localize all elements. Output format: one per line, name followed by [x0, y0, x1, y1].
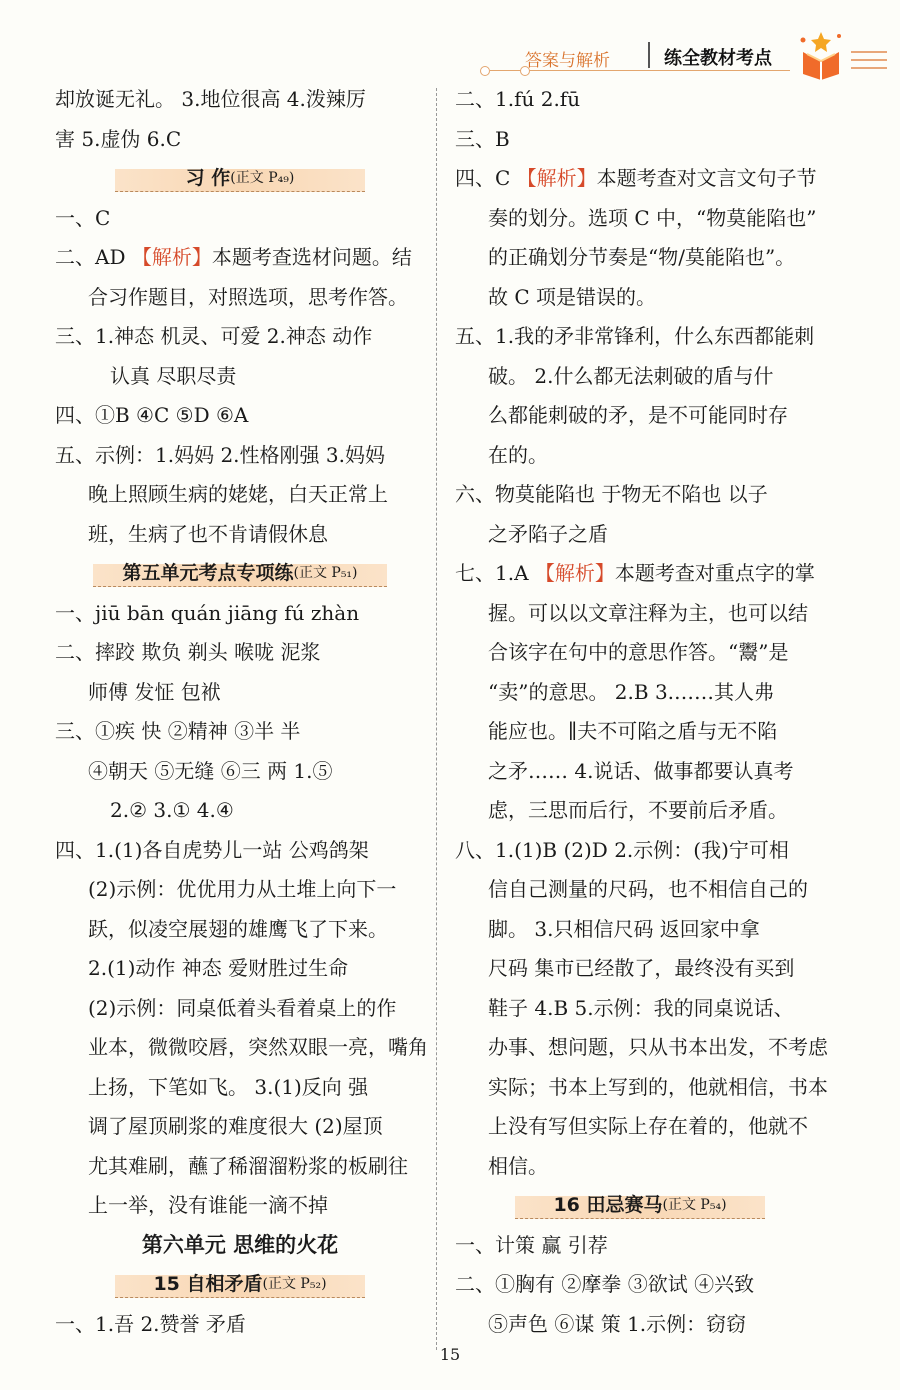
section-ref: (正文 P₅₂)	[262, 1276, 327, 1292]
right-column	[455, 80, 828, 1344]
answer-line: 2.② 3.① 4.④	[110, 798, 234, 822]
section-heading-lesson15	[55, 1265, 425, 1305]
answer-line: 三、B	[455, 126, 510, 151]
answer-line: 认真 尽职尽责	[110, 363, 237, 388]
answer-line: 跃，似凌空展翅的雄鹰飞了下来。	[88, 916, 388, 941]
answer-line: 晚上照顾生病的姥姥，白天正常上	[88, 482, 388, 506]
answer-line: 破。 2.什么都无法刺破的盾与什	[488, 363, 774, 388]
answer-line: 故 C 项是错误的。	[488, 284, 657, 309]
answer-line: 之矛陷子之盾	[488, 521, 608, 546]
answer-line: 四、1.(1)各自虎势儿一站 公鸡鸽架	[55, 837, 369, 862]
answer-line: (2)示例：优优用力从土堆上向下一	[88, 877, 397, 901]
answer-line: ⑤声色 ⑥谋 策 1.示例：窃窃	[488, 1311, 747, 1336]
answer-line: 四、①B ④C ⑤D ⑥A	[55, 403, 249, 427]
section-title: 16 田忌赛马	[553, 1194, 663, 1216]
answer-line	[55, 238, 425, 278]
answer-line: 班，生病了也不肯请假休息	[88, 521, 328, 546]
answer-line: 五、1.我的矛非常锋利，什么东西都能刺	[455, 324, 815, 348]
answer-line: 上没有写但实际上存在着的，他就不	[488, 1114, 808, 1138]
answer-line: 五、示例：1.妈妈 2.性格刚强 3.妈妈	[55, 442, 385, 467]
answer-line: 三、①疾 快 ②精神 ③半 半	[55, 719, 301, 743]
section-ref: (正文 P₅₄)	[662, 1197, 727, 1213]
answer-line: 办事、想问题，只从书本出发，不考虑	[488, 1035, 828, 1059]
answer-text: 二、AD	[55, 245, 132, 269]
left-column	[55, 80, 428, 1344]
section-title: 第五单元考点专项练	[122, 562, 294, 584]
answer-line: 二、摔跤 欺负 剃头 喉咙 泥浆	[55, 640, 321, 664]
answer-line: 一、C	[55, 205, 111, 230]
answer-text: 四、C	[455, 166, 517, 190]
answer-line	[455, 159, 825, 199]
answer-line: 师傅 发怔 包袱	[88, 679, 221, 704]
answer-text: 本题考查对文言文句子节	[596, 166, 817, 190]
analysis-tag: 【解析】	[534, 561, 615, 585]
answer-line: 奏的划分。选项 C 中，“物莫能陷也”	[488, 205, 817, 230]
section-title: 习 作	[185, 167, 231, 189]
answer-line: 上一举，没有谁能一滴不掉	[88, 1193, 328, 1217]
answer-line: 脚。 3.只相信尺码 返回家中拿	[488, 916, 760, 941]
answer-line: 害 5.虚伪 6.C	[55, 126, 182, 151]
section-ref: (正文 P₄₉)	[230, 170, 295, 186]
answer-line: 合该字在句中的意思作答。“鬻”是	[488, 640, 789, 664]
answer-line: 尺码 集市已经散了，最终没有买到	[488, 956, 795, 980]
answer-line: (2)示例：同桌低着头看着桌上的作	[88, 995, 397, 1020]
answer-line: 么都能刺破的矛，是不可能同时存	[488, 403, 788, 427]
section-heading-xizuo	[55, 159, 425, 199]
answer-text: 本题考查选材问题。结	[211, 245, 412, 269]
answer-line: 握。可以以文章注释为主，也可以结	[488, 600, 808, 625]
answer-line: 六、物莫能陷也 于物无不陷也 以子	[455, 482, 768, 506]
answer-line: 却放诞无礼。 3.地位很高 4.泼辣厉	[55, 87, 366, 111]
answer-line: 合习作题目，对照选项，思考作答。	[88, 284, 408, 309]
answer-line: 一、jiū bān quán jiāng fú zhàn	[55, 600, 360, 625]
answer-line: 实际；书本上写到的，他就相信，书本	[488, 1074, 828, 1099]
section-heading-lesson16	[455, 1186, 825, 1226]
answer-line: 一、1.吾 2.赞誉 矛盾	[55, 1311, 246, 1336]
answer-line: 之矛…… 4.说话、做事都要认真考	[488, 758, 794, 783]
answer-line: 信自己测量的尺码，也不相信自己的	[488, 877, 808, 901]
header-separator	[648, 42, 650, 68]
column-divider	[436, 88, 437, 1350]
answer-line: 2.(1)动作 神态 爱财胜过生命	[88, 956, 349, 980]
answer-text: 本题考查对重点字的掌	[614, 561, 815, 585]
header-dot	[480, 66, 490, 76]
answer-line: 的正确划分节奏是“物/莫能陷也”。	[488, 245, 796, 269]
analysis-tag: 【解析】	[516, 166, 597, 190]
answer-line: “卖”的意思。 2.B 3.……其人弗	[488, 679, 775, 704]
section-ref: (正文 P₅₁)	[293, 565, 358, 581]
header-left-title: 答案与解析	[525, 51, 610, 71]
answer-line: 三、1.神态 机灵、可爱 2.神态 动作	[55, 324, 373, 348]
answer-line: 调了屋顶刷浆的难度很大 (2)屋顶	[88, 1114, 383, 1138]
answer-line: 八、1.(1)B (2)D 2.示例：(我)宁可相	[455, 837, 789, 862]
answer-line: 在的。	[488, 442, 548, 467]
answer-line: 一、计策 赢 引荐	[455, 1232, 608, 1257]
book-logo-icon	[795, 30, 890, 80]
answer-line: 鞋子 4.B 5.示例：我的同桌说话、	[488, 995, 794, 1020]
header-right-title: 练全教材考点	[664, 48, 772, 69]
answer-line	[455, 554, 825, 594]
answer-line: 二、1.fú 2.fū	[455, 87, 581, 111]
unit-title: 第六单元 思维的火花	[141, 1232, 339, 1257]
answer-line: 虑，三思而后行，不要前后矛盾。	[488, 798, 788, 822]
answer-line: 上扬，下笔如飞。 3.(1)反向 强	[88, 1074, 369, 1099]
answer-line: 尤其难刷，蘸了稀溜溜粉浆的板刷往	[88, 1153, 408, 1178]
answer-line: 业本，微微咬唇，突然双眼一亮，嘴角	[88, 1035, 428, 1059]
section-heading-unit5	[55, 554, 425, 594]
answer-line: 二、①胸有 ②摩拳 ③欲试 ④兴致	[455, 1272, 755, 1296]
answer-line: 相信。	[488, 1153, 548, 1178]
analysis-tag: 【解析】	[131, 245, 212, 269]
answer-line: 能应也。∥夫不可陷之盾与无不陷	[488, 719, 778, 743]
page-header	[0, 0, 900, 90]
section-title: 15 自相矛盾	[153, 1273, 263, 1295]
answer-line: ④朝天 ⑤无缝 ⑥三 两 1.⑤	[88, 758, 333, 783]
page-number: 15	[439, 1345, 461, 1364]
answer-text: 七、1.A	[455, 561, 535, 585]
